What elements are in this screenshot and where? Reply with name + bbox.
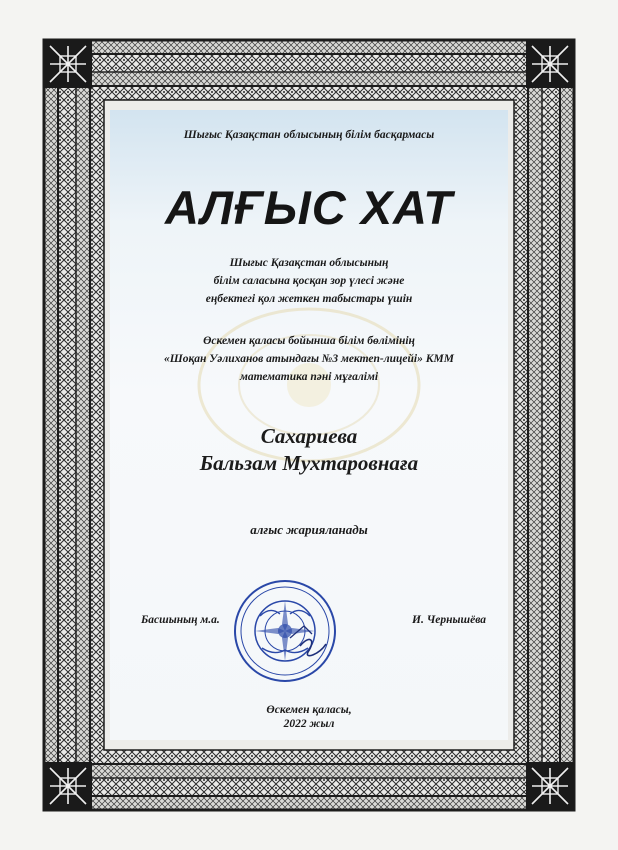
ornamental-corner-icon bbox=[526, 762, 574, 810]
reason-line: Шығыс Қазақстан облысының bbox=[229, 257, 389, 269]
certificate-title: АЛҒЫС ХАТ bbox=[165, 181, 453, 234]
ornamental-corner-icon bbox=[526, 40, 574, 88]
recipient-line: «Шоқан Уәлиханов атындағы №3 мектеп-лицейі» КММ bbox=[164, 353, 454, 365]
signatory-name: И. Чернышёва bbox=[412, 614, 487, 626]
organization-name: Шығыс Қазақстан облысының білім басқармасы bbox=[183, 129, 435, 141]
signature-role: Басшының м.а. bbox=[141, 614, 220, 626]
recipient-given-name: Бальзам Мухтаровнаға bbox=[199, 451, 419, 475]
recipient-line: математика пәні мұғалімі bbox=[239, 371, 379, 383]
announcement-text: алғыс жарияланады bbox=[250, 522, 368, 537]
kazakhstan-state-emblem-stamp-icon bbox=[230, 576, 340, 686]
ornamental-corner-icon bbox=[44, 762, 92, 810]
recipient-line: Өскемен қаласы бойынша білім бөлімінің bbox=[203, 335, 415, 347]
recipient-surname: Сахариева bbox=[260, 424, 358, 448]
reason-line: еңбектегі қол жеткен табыстары үшін bbox=[205, 293, 413, 305]
issue-place: Өскемен қаласы, bbox=[266, 704, 352, 716]
issue-year: 2022 жыл bbox=[283, 718, 335, 730]
reason-line: білім саласына қосқан зор үлесі және bbox=[213, 275, 405, 287]
ornamental-corner-icon bbox=[44, 40, 92, 88]
